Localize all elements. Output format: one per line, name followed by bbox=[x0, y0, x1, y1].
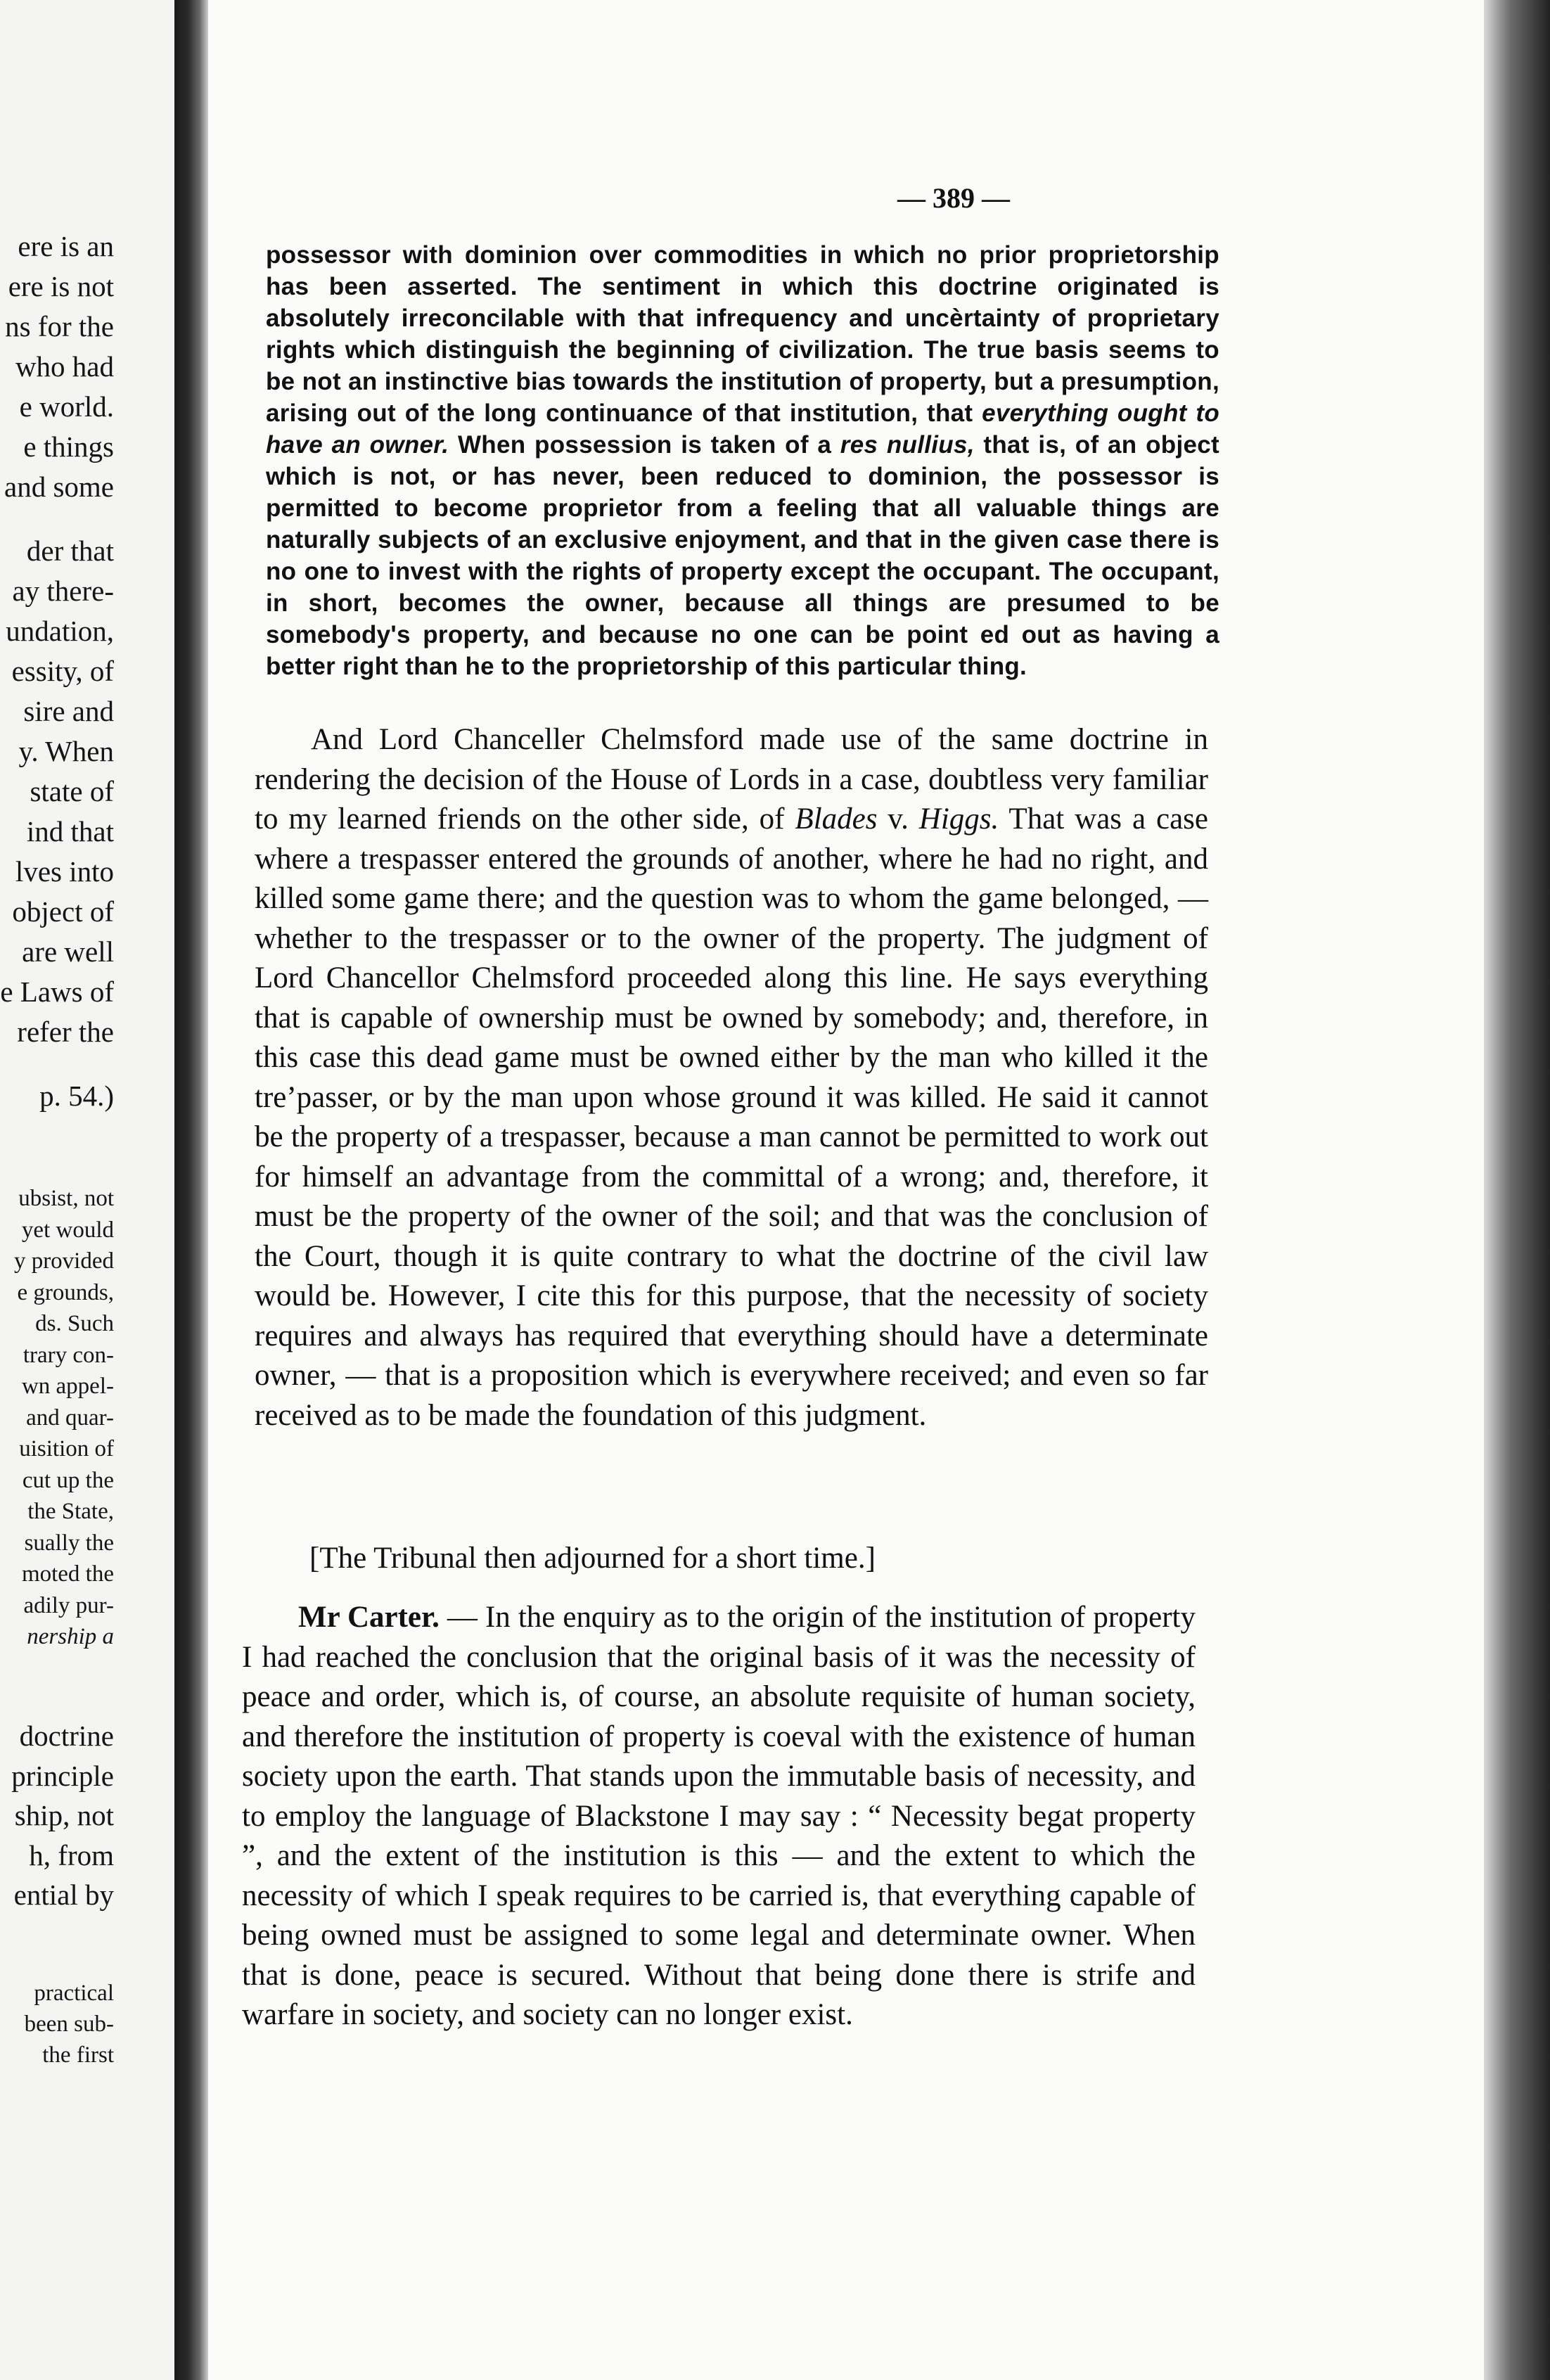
left-page-line: moted the bbox=[21, 1561, 114, 1587]
left-page-line: ind that bbox=[26, 815, 114, 848]
left-page-line: the first bbox=[42, 2042, 114, 2068]
left-page-line: ds. Such bbox=[35, 1311, 114, 1336]
left-page-line: lves into bbox=[15, 855, 114, 888]
para1-text-2: That was a case where a trespasser entered the grounds of another, where he had no right, and killed some game there; and the question was to whom the game belonged, — whether to the trespasser or to the owner of the property. The judgment of Lord Chancellor Chelmsford proceeded along this line. He says everything that is capable of ownership must be owned by somebody; and, therefore, in this case this dead game must be owned either by the man who killed it the tre’passer, or by the man upon whose ground it was killed. He said it cannot be the property of a trespasser, because a man cannot be permitted to work out for himself an advantage from the committal of a wrong; and, therefore, it must be the property of the owner of the soil; and that was the conclusion of the Court, though it is quite contrary to what the doctrine of the civil law would be. However, I cite this for this purpose, that the necessity of society requires and always has required that everything should have a determinate owner, — that is a proposition which is everywhere received; and even so far received as to be made the foundation of this judgment. bbox=[255, 802, 1208, 1432]
left-page-line: y. When bbox=[18, 735, 114, 768]
left-page-line: practical bbox=[34, 1981, 114, 2006]
paragraph-carter bbox=[242, 1598, 1196, 2035]
book-gutter bbox=[174, 0, 208, 2380]
left-page-line: sually the bbox=[24, 1530, 114, 1556]
left-page-line: sire and bbox=[23, 695, 114, 728]
left-page-line: y provided bbox=[13, 1248, 114, 1274]
left-page-line: adily pur- bbox=[23, 1592, 114, 1618]
paragraph-chelmsford bbox=[255, 720, 1208, 1435]
quote-text-2: When possession is taken of a bbox=[449, 431, 840, 459]
left-page-line: p. 54.) bbox=[39, 1080, 114, 1113]
left-page-line: principle bbox=[11, 1759, 114, 1792]
left-page-line: der that bbox=[26, 535, 114, 568]
left-page-line: h, from bbox=[29, 1838, 114, 1872]
case-versus: v. bbox=[877, 802, 919, 836]
left-page-line: e world. bbox=[19, 390, 114, 423]
left-page-line: doctrine bbox=[19, 1720, 114, 1752]
left-page-line: wn appel- bbox=[21, 1374, 114, 1399]
left-page-line: ubsist, not bbox=[18, 1186, 114, 1211]
case-name-blades: Blades bbox=[795, 802, 878, 836]
left-page-line: yet would bbox=[21, 1217, 114, 1243]
left-page-line: undation, bbox=[6, 615, 114, 648]
left-page-line: who had bbox=[15, 350, 114, 383]
quote-italic-2: res nullius, bbox=[840, 431, 975, 459]
left-page-line: e Laws of bbox=[0, 975, 114, 1009]
left-page-line: trary con- bbox=[23, 1342, 114, 1368]
left-page-line: e things bbox=[23, 430, 114, 463]
page-right-edge-shadow bbox=[1484, 0, 1550, 2380]
quote-text-1: possessor with dominion over commodities in which no prior proprietorship has been asserted. The sentiment in which this doctrine originated is absolutely irreconcilable with that infrequency and uncèrtainty of proprietary rights which distinguish the beginning of civilization. The true basis seems to be not an instinctive bias towards the institution of property, but a presumption, arising out of the long continuance of that institution, that bbox=[266, 241, 1219, 427]
left-page-line: ns for the bbox=[5, 310, 114, 343]
left-page-line: nership a bbox=[27, 1624, 114, 1649]
speaker-name: Mr Carter. bbox=[298, 1601, 440, 1634]
left-page-line: are well bbox=[22, 935, 114, 968]
left-page-line: ential by bbox=[13, 1879, 114, 1911]
left-page-line: refer the bbox=[17, 1016, 114, 1049]
left-page-line: been sub- bbox=[24, 2011, 114, 2037]
left-page-line: the State, bbox=[27, 1499, 114, 1524]
left-page-line: e grounds, bbox=[17, 1279, 114, 1305]
page-number: — 389 — bbox=[897, 182, 1010, 214]
para2-text: — In the enquiry as to the origin of the institution of property I had reached the conclusion that the original basis of it was the necessity of peace and order, which is, of course, an absolute requisite of human society, and therefore the institution of property is coeval with the existence of human society upon the earth. That stands upon the immutable basis of necessity, and to employ the language of Blackstone I may say : “ Necessity begat property ”, and the extent of the institution is this — and the extent to which the necessity of which I speak requires to be carried is, that everything capable of being owned must be assigned to some legal and determinate owner. When that is done, peace is secured. Without that being done there is strife and warfare in society, and society can no longer exist. bbox=[242, 1601, 1196, 2031]
tribunal-note: [The Tribunal then adjourned for a short time.] bbox=[309, 1542, 876, 1575]
case-name-higgs: Higgs. bbox=[918, 802, 999, 836]
block-quote bbox=[266, 239, 1219, 682]
left-page-line: essity, of bbox=[11, 655, 114, 688]
left-page-line: cut up the bbox=[22, 1467, 114, 1493]
left-page-line: ere is not bbox=[8, 270, 114, 302]
left-page-line: ere is an bbox=[18, 230, 114, 262]
quote-text-3: that is, of an object which is not, or has never, been reduced to dominion, the possessor is permitted to become proprietor from a feeling that all valuable things are naturally subjects of an exclusive enjoyment, and that in the given case there is no one to invest with the rights of property except the occupant. The occupant, in short, becomes the owner, because all things are presumed to be somebody's property, and because no one can be point ed out as having a better right than he to the proprietorship of this particular thing. bbox=[266, 431, 1219, 680]
left-page-line: ay there- bbox=[12, 575, 114, 608]
left-page-line: uisition of bbox=[19, 1436, 114, 1461]
left-page-line: and quar- bbox=[26, 1405, 114, 1431]
left-page-line: state of bbox=[30, 775, 114, 808]
left-page-line: ship, not bbox=[14, 1799, 114, 1831]
left-page-line: object of bbox=[12, 895, 114, 928]
left-facing-page bbox=[0, 0, 174, 2380]
para1-text-1: And Lord Chanceller Chelmsford made use of the same doctrine in rendering the decision of the House of Lords in a case, doubtless very familiar to my learned friends on the other side, of bbox=[255, 723, 1208, 836]
left-page-line: and some bbox=[4, 471, 114, 503]
quote-italic-1: everything ought to have an owner. bbox=[266, 399, 1219, 459]
